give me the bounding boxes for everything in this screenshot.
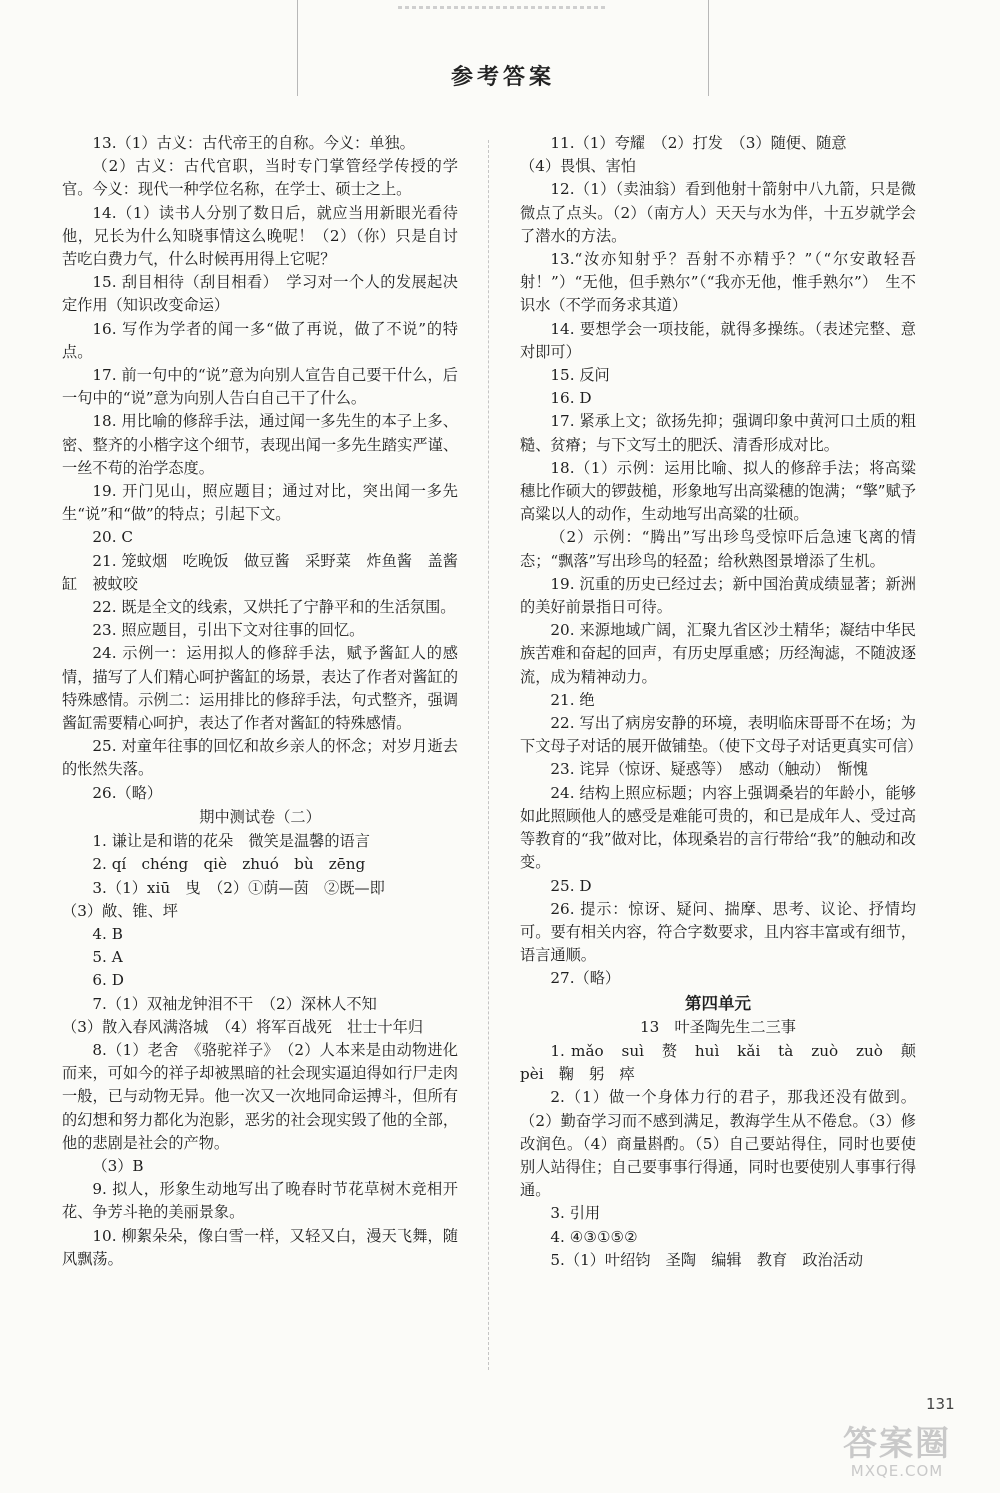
answer-paragraph: 16. D xyxy=(550,389,592,408)
answer-paragraph: 11.（1）夸耀 （2）打发 （3）随便、随意 xyxy=(550,134,847,152)
unit-heading: 第四单元 xyxy=(685,993,751,1013)
answer-paragraph: 14. 要想学会一项技能，就得多操练。（表述完整、意对即可） xyxy=(520,319,916,361)
header-band xyxy=(297,0,709,96)
answer-paragraph: 10. 柳絮朵朵，像白雪一样，又轻又白，漫天飞舞，随风飘荡。 xyxy=(62,1226,458,1268)
answer-paragraph: 1. 谦让是和谐的花朵 微笑是温馨的语言 xyxy=(92,832,370,851)
answer-paragraph: 3. 引用 xyxy=(550,1204,601,1223)
answer-paragraph: 18.（1）示例：运用比喻、拟人的修辞手法；将高粱穗比作硕大的锣鼓槌，形象地写出高粱穗的饱满；“擎”赋予高粱以人的动作，生动地写出高粱的壮硕。 xyxy=(520,458,916,524)
section-heading: 期中测试卷（二） xyxy=(199,807,321,826)
answer-paragraph: 4. B xyxy=(92,924,123,943)
answer-paragraph: 8.（1）老舍 《骆驼祥子》 （2）人本来是由动物进化而来，可如今的祥子却被黑暗的社会现实逼迫得如行尸走肉一般，已与动物无异。他一次又一次地同命运搏斗，但所有的幻想和努力都化为泡影，恶劣的社会现实毁了他的全部，他的悲剧是社会的产物。 xyxy=(62,1040,458,1152)
answer-paragraph: 21. 笼蚊烟 吃晚饭 做豆酱 采野菜 炸鱼酱 盖酱缸 被蚊咬 xyxy=(62,551,458,593)
page-header-title: 参考答案 xyxy=(450,65,555,90)
answer-paragraph: 27.（略） xyxy=(550,969,621,988)
answer-paragraph: 21. 绝 xyxy=(550,690,595,709)
answer-paragraph: 2. qí chéng qiè zhuó bù zēng xyxy=(92,855,366,874)
answer-paragraph: 2.（1）做一个身体力行的君子，那我还没有做到。（2）勤奋学习而不感到满足，教海学生从不倦怠。（3）修改润色。（4）商量斟酌。（5）自己要站得住，同时也要使别人站得住；自己要事事行得通，同时也要使别人事事行得通。 xyxy=(520,1088,916,1200)
answer-paragraph: 14.（1）读书人分别了数日后，就应当用新眼光看待他，兄长为什么知晓事情这么晚呢！（2）（你）只是自讨苦吃白费力气，什么时候再用得上它呢？ xyxy=(62,203,458,269)
right-column xyxy=(520,132,932,1272)
answer-paragraph: 23. 诧异（惊讶、疑惑等） 感动（触动） 惭愧 xyxy=(550,760,868,779)
answer-paragraph: 18. 用比喻的修辞手法，通过闻一多先生的本子上多、密、整齐的小楷字这个细节，表现出闻一多先生踏实严谨、一丝不苟的治学态度。 xyxy=(62,412,458,477)
watermark-main-text: 答案圈 xyxy=(843,1424,951,1464)
answer-paragraph: （3）B xyxy=(92,1156,144,1175)
left-column xyxy=(62,132,458,1271)
answer-line: （3）敞、锥、坪 xyxy=(62,901,178,920)
answer-paragraph: 23. 照应题目，引出下文对往事的回忆。 xyxy=(92,621,365,640)
watermark-sub-text: MXQE.COM xyxy=(850,1462,944,1480)
answer-paragraph: 24. 示例一：运用拟人的修辞手法，赋予酱缸人的感情，描写了人们精心呵护酱缸的场景，表达了作者对酱缸的特殊感情。示例二：运用排比的修辞手法，句式整齐，强调酱缸需要精心呵护，表达了作者对酱缸的特殊感情。 xyxy=(62,644,458,733)
answer-paragraph: 19. 开门见山，照应题目；通过对比，突出闻一多先生“说”和“做”的特点；引起下文。 xyxy=(62,482,458,524)
answer-paragraph: 25. D xyxy=(550,876,592,895)
column-divider xyxy=(488,140,489,1370)
answer-paragraph: 20. C xyxy=(92,528,133,547)
answer-paragraph: 17. 紧承上文；欲扬先抑；强调印象中黄河口土质的粗糙、贫瘠；与下文写土的肥沃、清香形成对比。 xyxy=(520,412,916,454)
answer-paragraph: 12.（1）（卖油翁）看到他射十箭射中八九箭，只是微微点了点头。（2）（南方人）天天与水为伴，十五岁就学会了潜水的方法。 xyxy=(520,180,916,245)
answer-paragraph: 24. 结构上照应标题；内容上强调桑岩的年龄小，能够如此照顾他人的感受是难能可贵的，和已是成年人、受过高等教育的“我”做对比，体现桑岩的言行带给“我”的触动和改变。 xyxy=(520,783,916,872)
answer-paragraph: 7.（1）双袖龙钟泪不干 （2）深林人不知 xyxy=(92,994,377,1013)
answer-paragraph: 13.（1）古义：古代帝王的自称。今义：单独。 xyxy=(92,134,415,152)
answer-paragraph: 22. 既是全文的线索，又烘托了宁静平和的生活氛围。 xyxy=(92,598,456,617)
answer-line: （3）散入春风满洛城 （4）将军百战死 壮士十年归 xyxy=(62,1017,424,1036)
answer-paragraph: 3.（1）xiū 曳 （2）①荫—茵 ②既—即 xyxy=(92,878,385,897)
answer-paragraph: （2）示例：“腾出”写出珍鸟受惊吓后急速飞离的情态；“飘落”写出珍鸟的轻盈；给秋熟图景增添了生机。 xyxy=(520,528,916,570)
answer-paragraph: 17. 前一句中的“说”意为向别人宣告自己要干什么，后一句中的“说”意为向别人告白自己干了什么。 xyxy=(62,366,458,408)
watermark-logo xyxy=(812,1425,982,1481)
answer-paragraph: 25. 对童年往事的回忆和故乡亲人的怀念；对岁月逝去的怅然失落。 xyxy=(62,737,458,779)
answer-paragraph: 20. 来源地域广阔，汇聚九省区沙土精华；凝结中华民族苦难和奋起的回声，有历史厚重感；历经淘滤，不随波逐流，成为精神动力。 xyxy=(520,621,916,686)
answer-paragraph: 26. 提示：惊讶、疑问、揣摩、思考、议论、抒情均可。要有相关内容，符合字数要求，且内容丰富或有细节，语言通顺。 xyxy=(520,899,916,965)
answer-paragraph: 4. ④③①⑤② xyxy=(550,1227,638,1246)
answer-paragraph: 1. mǎo suì 赘 huì kǎi tà zuò zuò 颠 pèi 鞠 躬 瘁 xyxy=(520,1041,932,1084)
answer-paragraph: 26.（略） xyxy=(92,783,163,802)
section-heading: 13 叶圣陶先生二三事 xyxy=(639,1017,796,1036)
answer-paragraph: 5.（1）叶绍钧 圣陶 编辑 教育 政治活动 xyxy=(550,1250,864,1269)
answer-paragraph: 15. 刮目相待（刮目相看） 学习对一个人的发展起决定作用（知识改变命运） xyxy=(62,273,458,315)
answer-paragraph: （2）古义：古代官职，当时专门掌管经学传授的学官。今义：现代一种学位名称，在学士、硕士之上。 xyxy=(62,157,458,199)
answer-paragraph: 6. D xyxy=(92,971,124,990)
answer-paragraph: 15. 反问 xyxy=(550,366,610,385)
answer-line: （4）畏惧、害怕 xyxy=(520,157,636,176)
answer-paragraph: 22. 写出了病房安静的环境，表明临床哥哥不在场；为下文母子对话的展开做铺垫。（使下文母子对话更真实可信） xyxy=(520,714,923,756)
page-number: 131 xyxy=(926,1395,955,1413)
answer-paragraph: 16. 写作为学者的闻一多“做了再说，做了不说”的特点。 xyxy=(62,319,458,361)
answer-paragraph: 13.“汝亦知射乎？吾射不亦精乎？”（“尔安敢轻吾射！”）“无他，但手熟尔”（“我亦无他，惟手熟尔”） 生不识水（不学而务求其道） xyxy=(520,250,916,315)
answer-paragraph: 9. 拟人，形象生动地写出了晚春时节花草树木竞相开花、争芳斗艳的美丽景象。 xyxy=(62,1180,458,1222)
answer-paragraph: 19. 沉重的历史已经过去；新中国治黄成绩显著；新洲的美好前景指日可待。 xyxy=(520,574,916,617)
answer-paragraph: 5. A xyxy=(92,948,123,967)
